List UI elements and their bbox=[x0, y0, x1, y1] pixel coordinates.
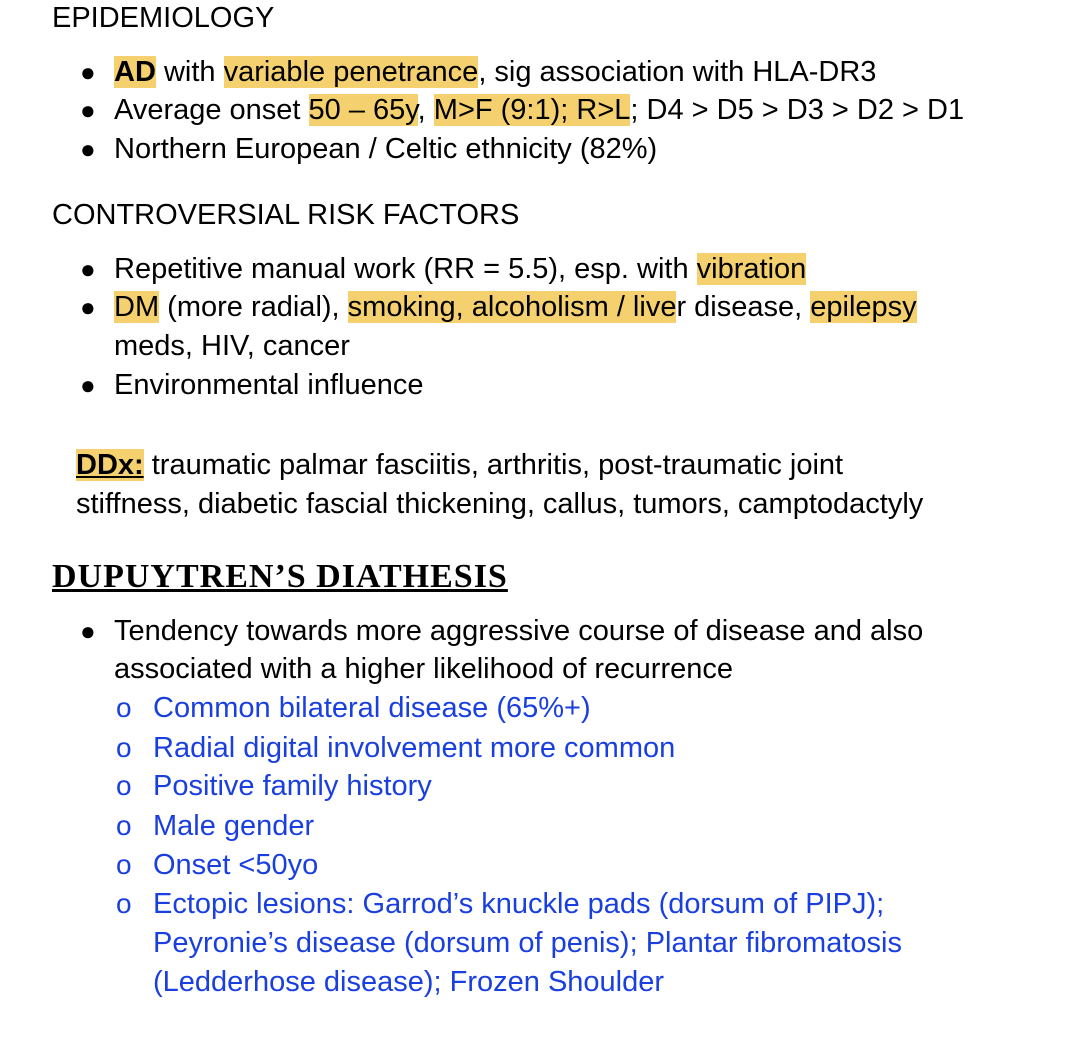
sub-bullet-icon: o bbox=[116, 888, 132, 919]
sub-bullet-icon: o bbox=[116, 849, 132, 880]
diathesis-subitem: Ectopic lesions: Garrod’s knuckle pads (dorsum of PIPJ); bbox=[153, 888, 885, 920]
bullet-icon: ● bbox=[80, 57, 96, 87]
bullet-icon: ● bbox=[80, 292, 96, 322]
ddx-line-2: stiffness, diabetic fascial thickening, callus, tumors, camptodactyly bbox=[76, 488, 924, 520]
epi-item-3: Northern European / Celtic ethnicity (82%) bbox=[114, 133, 658, 165]
risk-item-3: Environmental influence bbox=[114, 369, 424, 401]
bullet-icon: ● bbox=[80, 95, 96, 125]
risk-item-2: DM (more radial), smoking, alcoholism / liver disease, epilepsy bbox=[114, 291, 917, 323]
bullet-icon: ● bbox=[80, 370, 96, 400]
diathesis-subitem-continuation: Peyronie’s disease (dorsum of penis); Plantar fibromatosis bbox=[153, 927, 902, 959]
sub-bullet-icon: o bbox=[116, 770, 132, 801]
sub-bullet-icon: o bbox=[116, 810, 132, 841]
diathesis-subitem-continuation: (Ledderhose disease); Frozen Shoulder bbox=[153, 966, 665, 998]
diathesis-subitem: Radial digital involvement more common bbox=[153, 732, 676, 764]
sub-bullet-icon: o bbox=[116, 732, 132, 763]
bullet-icon: ● bbox=[80, 134, 96, 164]
ddx-line-1: DDx: traumatic palmar fasciitis, arthritis, post-traumatic joint bbox=[76, 449, 844, 481]
diathesis-subitem: Positive family history bbox=[153, 770, 432, 802]
bullet-icon: ● bbox=[80, 254, 96, 284]
diathesis-bullet-line-2: associated with a higher likelihood of recurrence bbox=[114, 653, 734, 685]
diathesis-subitem: Common bilateral disease (65%+) bbox=[153, 692, 591, 724]
risk-heading: CONTROVERSIAL RISK FACTORS bbox=[52, 199, 520, 231]
diathesis-subitem: Onset <50yo bbox=[153, 849, 319, 881]
risk-item-1: Repetitive manual work (RR = 5.5), esp. with vibration bbox=[114, 253, 807, 285]
epidemiology-heading: EPIDEMIOLOGY bbox=[52, 2, 275, 34]
diathesis-subitem: Male gender bbox=[153, 810, 315, 842]
epi-item-2: Average onset 50 – 65y, M>F (9:1); R>L; D4 > D5 > D3 > D2 > D1 bbox=[114, 94, 965, 126]
epi-item-1: AD with variable penetrance, sig association with HLA-DR3 bbox=[114, 56, 877, 88]
ddx-label: DDx: bbox=[76, 449, 144, 481]
risk-item-2-continuation: meds, HIV, cancer bbox=[114, 330, 350, 362]
sub-bullet-icon: o bbox=[116, 692, 132, 723]
diathesis-bullet-line-1: Tendency towards more aggressive course of disease and also bbox=[114, 615, 924, 647]
bullet-icon: ● bbox=[80, 616, 96, 646]
diathesis-title: DUPUYTREN’S DIATHESIS bbox=[52, 558, 508, 595]
